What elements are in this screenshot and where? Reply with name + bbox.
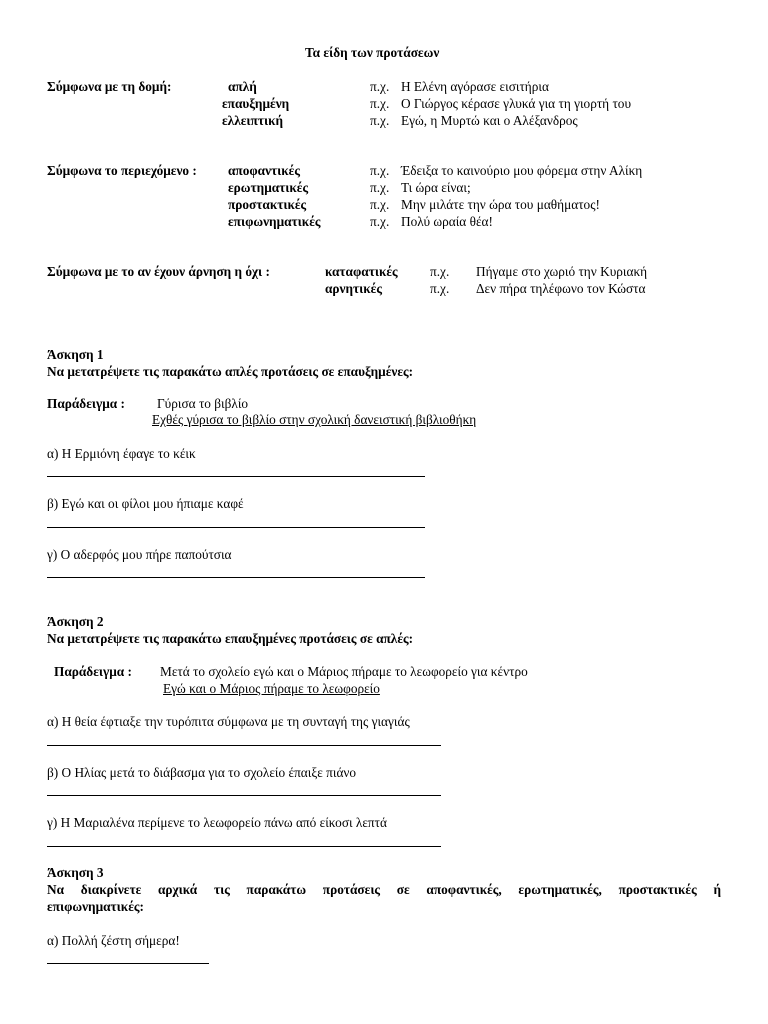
content-px-2: π.χ. — [370, 180, 390, 195]
exercise2-item-b: β) Ο Ηλίας μετά το διάβασμα για το σχολείο έπαιξε πιάνο — [47, 765, 357, 780]
structure-type-extended: επαυξημένη — [222, 96, 290, 111]
structure-type-elliptical: ελλειπτική — [222, 113, 284, 128]
content-example-4: Πολύ ωραία θέα! — [401, 214, 493, 229]
exercise1-answer-line-b[interactable] — [47, 527, 425, 528]
exercise1-instruction: Να μετατρέψετε τις παρακάτω απλές προτάσεις σε επαυξημένες: — [47, 364, 414, 379]
content-label: Σύμφωνα το περιεχόμενο : — [47, 163, 197, 178]
negation-px-2: π.χ. — [430, 281, 450, 296]
content-example-1: Έδειξα το καινούριο μου φόρεμα στην Αλίκη — [401, 163, 643, 178]
content-type-1: αποφαντικές — [228, 163, 300, 178]
exercise1-example-answer: Εχθές γύρισα το βιβλίο στην σχολική δανειστική βιβλιοθήκη — [152, 412, 477, 427]
exercise1-answer-line-c[interactable] — [47, 577, 425, 578]
exercise1-item-a: α) Η Ερμιόνη έφαγε το κέικ — [47, 446, 196, 461]
exercise2-item-a: α) Η θεία έφτιαξε την τυρόπιτα σύμφωνα με τη συνταγή της γιαγιάς — [47, 714, 410, 729]
structure-px-3: π.χ. — [370, 113, 390, 128]
structure-px-2: π.χ. — [370, 96, 390, 111]
negation-type-1: καταφατικές — [325, 264, 398, 279]
structure-px-1: π.χ. — [370, 79, 390, 94]
exercise2-instruction: Να μετατρέψετε τις παρακάτω επαυξημένες προτάσεις σε απλές: — [47, 631, 414, 646]
exercise1-example-label: Παράδειγμα : — [47, 396, 125, 411]
structure-label: Σύμφωνα με τη δομή: — [47, 79, 172, 94]
structure-type-simple: απλή — [228, 79, 257, 94]
content-example-2: Τι ώρα είναι; — [401, 180, 471, 195]
exercise3-answer-line-a[interactable] — [47, 963, 209, 964]
page-title: Τα είδη των προτάσεων — [305, 45, 440, 60]
exercise2-example-answer: Εγώ και ο Μάριος πήραμε το λεωφορείο — [163, 681, 380, 696]
exercise3-instruction-line1: Να διακρίνετε αρχικά τις παρακάτω προτάσεις σε αποφαντικές, ερωτηματικές, προστακτικές ή — [47, 882, 721, 897]
exercise2-answer-line-a[interactable] — [47, 745, 441, 746]
negation-example-2: Δεν πήρα τηλέφωνο τον Κώστα — [476, 281, 646, 296]
exercise2-answer-line-b[interactable] — [47, 795, 441, 796]
content-type-3: προστακτικές — [228, 197, 307, 212]
content-px-1: π.χ. — [370, 163, 390, 178]
exercise2-example-text: Μετά το σχολείο εγώ και ο Μάριος πήραμε το λεωφορείο για κέντρο — [160, 664, 528, 679]
content-type-2: ερωτηματικές — [228, 180, 309, 195]
exercise3-heading: Άσκηση 3 — [47, 865, 104, 880]
exercise3-instruction-line2: επιφωνηματικές: — [47, 899, 144, 914]
exercise1-answer-line-a[interactable] — [47, 476, 425, 477]
exercise2-heading: Άσκηση 2 — [47, 614, 104, 629]
exercise1-example-text: Γύρισα το βιβλίο — [157, 396, 249, 411]
exercise2-example-label: Παράδειγμα : — [54, 664, 132, 679]
negation-type-2: αρνητικές — [325, 281, 382, 296]
negation-example-1: Πήγαμε στο χωριό την Κυριακή — [476, 264, 648, 279]
content-px-3: π.χ. — [370, 197, 390, 212]
structure-example-1: Η Ελένη αγόρασε εισιτήρια — [401, 79, 549, 94]
structure-example-3: Εγώ, η Μυρτώ και ο Αλέξανδρος — [401, 113, 578, 128]
exercise1-heading: Άσκηση 1 — [47, 347, 104, 362]
content-example-3: Μην μιλάτε την ώρα του μαθήματος! — [401, 197, 600, 212]
negation-label: Σύμφωνα με το αν έχουν άρνηση η όχι : — [47, 264, 270, 279]
exercise3-item-a: α) Πολλή ζέστη σήμερα! — [47, 933, 180, 948]
exercise1-item-b: β) Εγώ και οι φίλοι μου ήπιαμε καφέ — [47, 496, 244, 511]
content-type-4: επιφωνηματικές — [228, 214, 321, 229]
content-px-4: π.χ. — [370, 214, 390, 229]
exercise2-answer-line-c[interactable] — [47, 846, 441, 847]
exercise1-item-c: γ) Ο αδερφός μου πήρε παπούτσια — [47, 547, 232, 562]
structure-example-2: Ο Γιώργος κέρασε γλυκά για τη γιορτή του — [401, 96, 632, 111]
exercise2-item-c: γ) Η Μαριαλένα περίμενε το λεωφορείο πάνω από είκοσι λεπτά — [47, 815, 387, 830]
negation-px-1: π.χ. — [430, 264, 450, 279]
